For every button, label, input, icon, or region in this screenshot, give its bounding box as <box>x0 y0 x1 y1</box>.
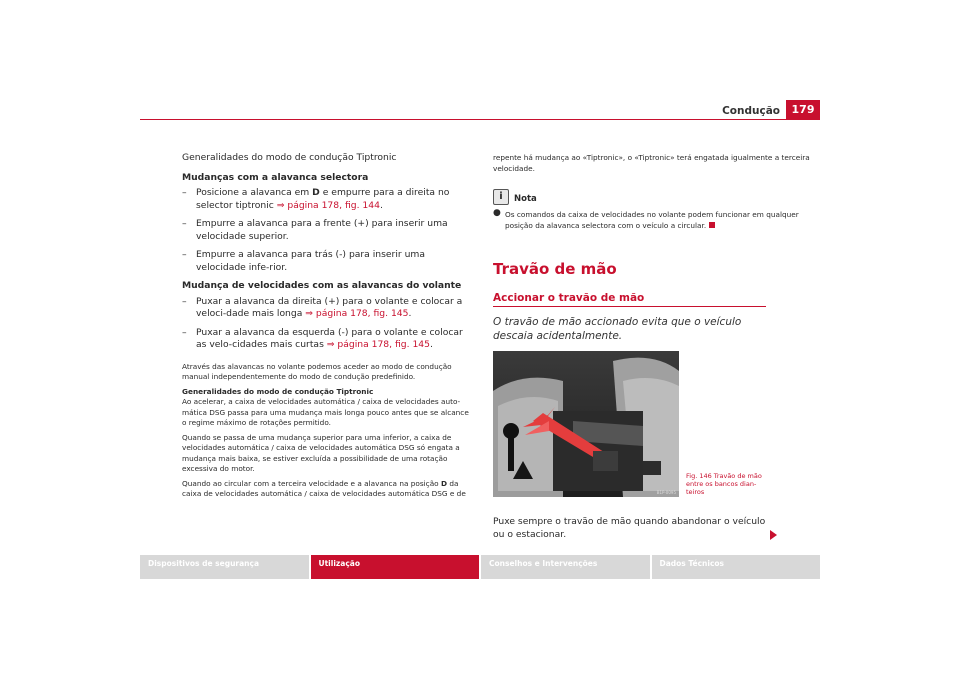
note-text: ● Os comandos da caixa de velocidades no volante podem funcionar em qualquer posição da alavanca selectora com o veículo a circular. <box>493 208 799 230</box>
next-page-arrow-icon[interactable] <box>770 530 777 540</box>
header-title: Condução <box>722 105 780 117</box>
tab-technical-data[interactable]: Dados Técnicos <box>652 555 821 579</box>
paragraph: Através das alavancas no volante podemos aceder ao modo de condução manual independentemente do modo de condução predefinido. <box>182 361 452 381</box>
header-rule <box>140 119 820 120</box>
list-item: – Puxar a alavanca da esquerda (-) para o volante e colocar as velo-cidades mais curtas ⇒ página 178, fig. 145. <box>182 326 463 350</box>
subsection-rule <box>493 306 766 307</box>
intro-text: Generalidades do modo de condução Tiptronic <box>182 152 397 163</box>
list-item: – Posicione a alavanca em D e empurre para a direita no selector tiptronic ⇒ página 178, fig. 144. <box>182 187 450 211</box>
end-of-section-marker <box>709 222 715 228</box>
right-column <box>493 152 823 231</box>
tab-usage[interactable]: Utilização <box>311 555 482 579</box>
figure-code: B1P-0095 <box>656 490 676 495</box>
subsection-title: Accionar o travão de mão <box>493 292 645 304</box>
page-reference-link[interactable]: ⇒ página 178, fig. 145 <box>305 308 409 319</box>
handbrake-photo <box>493 351 679 497</box>
lead-text: O travão de mão accionado evita que o veículo descaia acidentalmente. <box>493 316 742 342</box>
section-title: Travão de mão <box>493 260 617 278</box>
heading-steering-paddles: Mudança de velocidades com as alavancas do volante <box>182 280 462 291</box>
tab-advice[interactable]: Conselhos e Intervenções <box>481 555 652 579</box>
tab-safety[interactable]: Dispositivos de segurança <box>140 555 311 579</box>
page-number: 179 <box>786 100 820 119</box>
list-item: – Puxar a alavanca da direita (+) para o volante e colocar a veloci-dade mais longa ⇒ página 178, fig. 145. <box>182 295 463 319</box>
info-icon: i <box>493 189 509 205</box>
list-item: – Empurre a alavanca para a frente (+) para inserir uma velocidade superior. <box>182 218 448 242</box>
left-column <box>182 152 472 504</box>
footer-nav <box>140 555 820 579</box>
handbrake-illustration <box>493 351 679 497</box>
list-item: – Empurre a alavanca para trás (-) para inserir uma velocidade infe-rior. <box>182 249 425 273</box>
paragraph: Ao acelerar, a caixa de velocidades automática / caixa de velocidades auto-mática DSG passa para uma mudança mais longa pouco antes que se alcance o regime máximo de rotações permitido. <box>182 397 469 427</box>
heading-selector-lever: Mudanças com a alavanca selectora <box>182 171 369 183</box>
paragraph: Quando se passa de uma mudança superior para uma inferior, a caixa de velocidades automática / caixa de velocidades automática DSG só engata a mudança mais baixa, se estiver excluída a possibilidade de uma rotação excessiva do motor. <box>182 432 460 473</box>
paragraph: Quando ao circular com a terceira velocidade e a alavanca na posição D da caixa de velocidades automática / caixa de velocidades automática DSG e de <box>182 478 466 498</box>
continued-text: repente há mudança ao «Tiptronic», o «Tiptronic» terá engatada igualmente a terceira velocidade. <box>493 153 810 173</box>
figure-caption: Fig. 146 Travão de mão entre os bancos dian-teiros <box>686 472 762 496</box>
sub-heading: Generalidades do modo de condução Tiptronic <box>182 386 374 396</box>
page-reference-link[interactable]: ⇒ página 178, fig. 144 <box>276 199 380 211</box>
closing-text: Puxe sempre o travão de mão quando abandonar o veículo ou o estacionar. <box>493 516 766 540</box>
page-reference-link[interactable]: ⇒ página 178, fig. 145 <box>326 339 430 350</box>
note-heading: i Nota <box>493 188 823 205</box>
